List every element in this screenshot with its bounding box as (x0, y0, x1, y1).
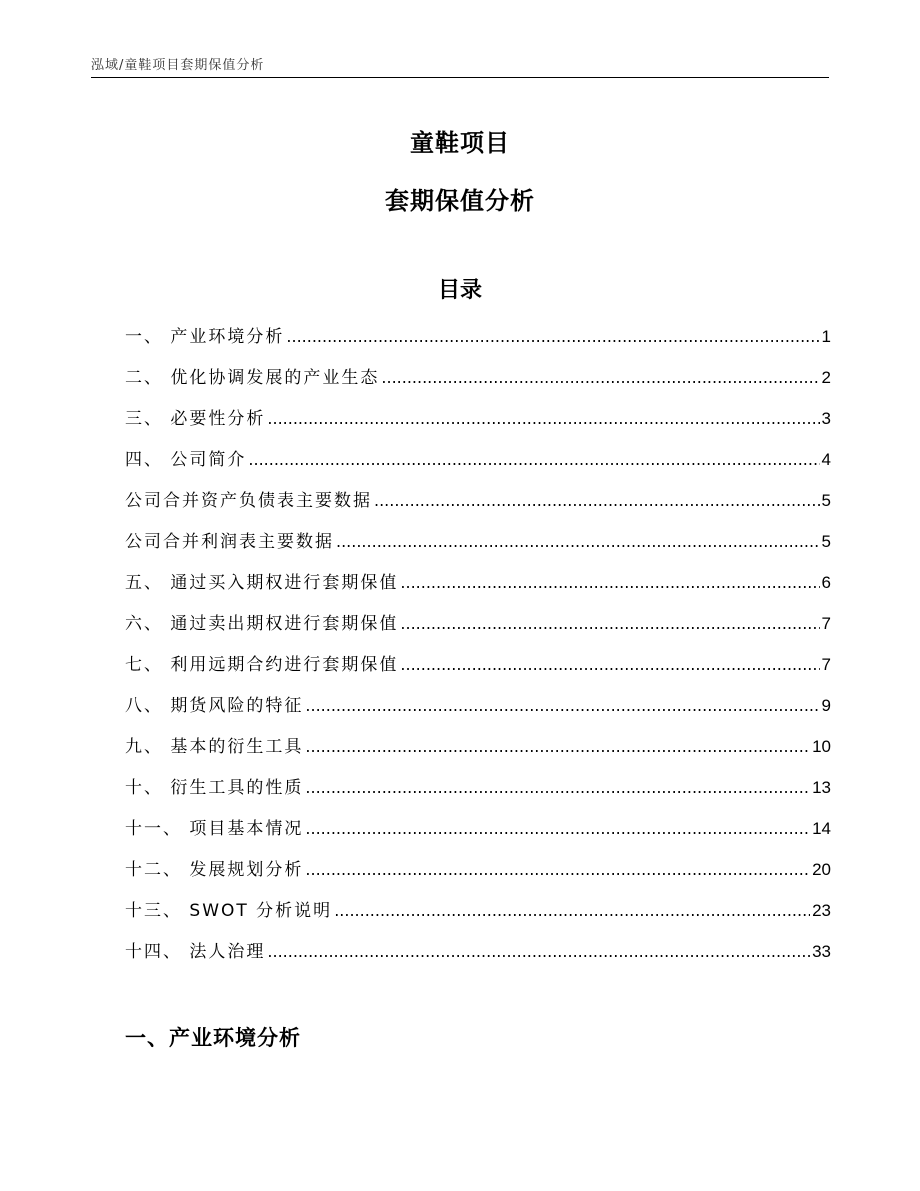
toc-entry[interactable] (125, 855, 831, 896)
toc-entry-label: 四、 公司简介 (125, 450, 247, 470)
toc-leader-dots (400, 614, 819, 633)
toc-entry-label: 十三、 SWOT 分析说明 (125, 901, 333, 921)
section-heading: 一、产业环境分析 (125, 1026, 301, 1050)
toc-leader-dots (334, 901, 810, 920)
toc-leader-dots (305, 696, 819, 715)
toc-leader-dots (248, 450, 819, 469)
toc-entry[interactable] (125, 527, 831, 568)
toc-entry-page: 20 (812, 860, 831, 879)
toc-entry[interactable] (125, 650, 831, 691)
toc-entry-label: 八、 期货风险的特征 (125, 696, 304, 716)
toc-entry[interactable] (125, 896, 831, 937)
toc-entry-page: 3 (821, 409, 831, 428)
toc-leader-dots (400, 573, 819, 592)
toc-entry[interactable] (125, 486, 831, 527)
toc-entry[interactable] (125, 773, 831, 814)
toc-leader-dots (374, 491, 820, 510)
toc-entry-label: 公司合并资产负债表主要数据 (125, 491, 372, 511)
toc-leader-dots (305, 860, 810, 879)
document-subtitle: 套期保值分析 (385, 187, 535, 215)
toc-entry-page: 13 (812, 778, 831, 797)
toc-entry[interactable] (125, 691, 831, 732)
toc-entry-page: 6 (821, 573, 831, 592)
toc-entry-label: 二、 优化协调发展的产业生态 (125, 368, 380, 388)
toc-entry-label: 五、 通过买入期权进行套期保值 (125, 573, 399, 593)
toc-entry-page: 2 (821, 368, 831, 387)
toc-entry[interactable] (125, 937, 831, 978)
toc-entry-page: 33 (812, 942, 831, 961)
toc-entry-page: 5 (821, 532, 831, 551)
toc-leader-dots (305, 819, 810, 838)
toc-entry[interactable] (125, 568, 831, 609)
toc-entry-page: 4 (821, 450, 831, 469)
running-header: 泓域/童鞋项目套期保值分析 (91, 58, 265, 73)
document-title: 童鞋项目 (410, 129, 510, 157)
toc-entry-page: 7 (821, 614, 831, 633)
header-divider (91, 77, 829, 78)
toc-leader-dots (286, 327, 819, 346)
toc-entry[interactable] (125, 445, 831, 486)
toc-leader-dots (267, 409, 819, 428)
toc-entry-label: 三、 必要性分析 (125, 409, 266, 429)
toc-leader-dots (336, 532, 820, 551)
toc-entry-label: 九、 基本的衍生工具 (125, 737, 304, 757)
toc-entry-label: 十一、 项目基本情况 (125, 819, 304, 839)
toc-entry-page: 10 (812, 737, 831, 756)
toc-leader-dots (305, 778, 810, 797)
toc-entry-label: 一、 产业环境分析 (125, 327, 285, 347)
toc-entry-label: 公司合并利润表主要数据 (125, 532, 334, 552)
toc-entry-page: 1 (821, 327, 831, 346)
toc-leader-dots (400, 655, 819, 674)
toc-entry-page: 14 (812, 819, 831, 838)
toc-entry-label: 十二、 发展规划分析 (125, 860, 304, 880)
toc-entry[interactable] (125, 609, 831, 650)
toc-entry[interactable] (125, 363, 831, 404)
toc-entry-label: 十、 衍生工具的性质 (125, 778, 304, 798)
toc-heading: 目录 (437, 278, 482, 303)
toc-leader-dots (305, 737, 810, 756)
toc-entry-label: 七、 利用远期合约进行套期保值 (125, 655, 399, 675)
toc-entry-page: 7 (821, 655, 831, 674)
toc-entry[interactable] (125, 814, 831, 855)
toc-entry[interactable] (125, 404, 831, 445)
toc-entry-page: 5 (821, 491, 831, 510)
toc-entry[interactable] (125, 732, 831, 773)
toc-entry[interactable] (125, 322, 831, 363)
table-of-contents (125, 322, 831, 978)
toc-leader-dots (381, 368, 819, 387)
toc-entry-label: 十四、 法人治理 (125, 942, 266, 962)
toc-leader-dots (267, 942, 810, 961)
toc-entry-label: 六、 通过卖出期权进行套期保值 (125, 614, 399, 634)
toc-entry-page: 23 (812, 901, 831, 920)
toc-entry-page: 9 (821, 696, 831, 715)
